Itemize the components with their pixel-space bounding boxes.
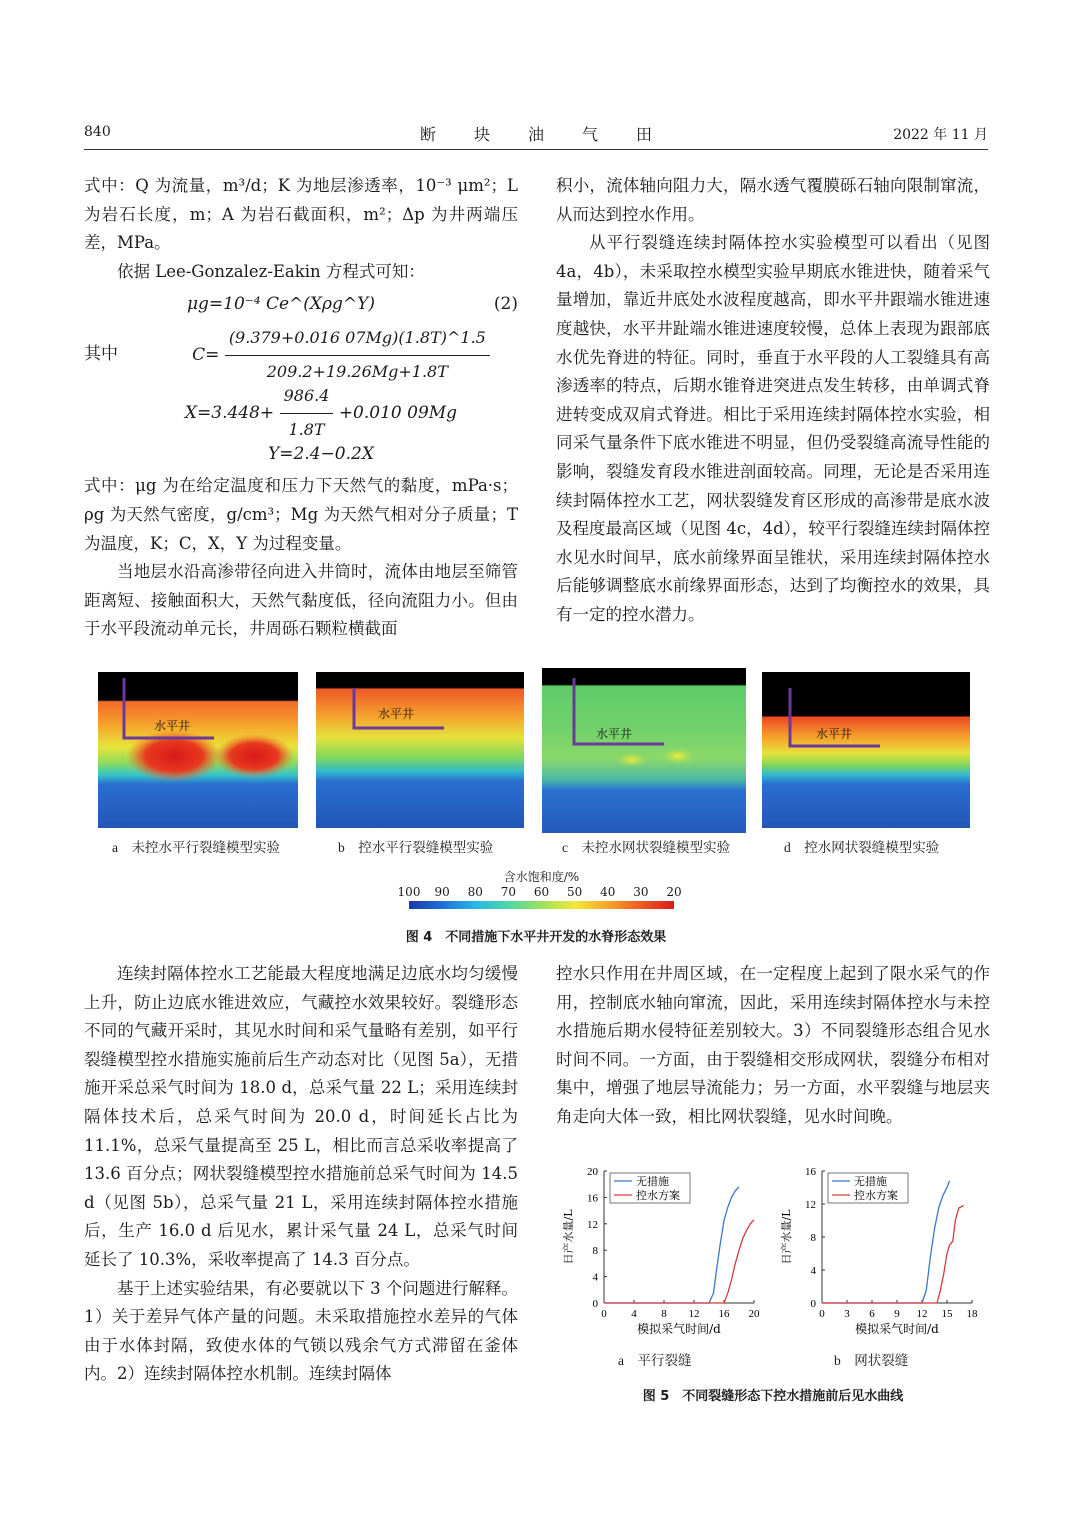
x-tick-label: 12	[688, 1308, 700, 1320]
equation-x-rhs: +0.010 09Mg	[338, 403, 458, 424]
y-tick-label: 20	[587, 1166, 598, 1178]
running-header	[84, 122, 988, 150]
y-tick-label: 12	[805, 1199, 816, 1211]
panel-d-image	[762, 672, 970, 828]
colorbar-tick: 40	[600, 885, 616, 899]
equation-c	[84, 324, 518, 382]
figure-4	[84, 668, 988, 948]
panel-a-caption: a 未控水平行裂缝模型实验	[112, 840, 280, 855]
y-tick-label: 16	[805, 1166, 816, 1178]
equation-x-numerator: 986.4	[280, 382, 334, 414]
x-tick-label: 0	[601, 1308, 607, 1320]
y-axis-title: 日产水量/L	[562, 1209, 575, 1265]
x-axis-title: 模拟采气时间/d	[637, 1322, 721, 1336]
colorbar-title: 含水饱和度/%	[503, 870, 580, 884]
paragraph-experiment-analysis: 从平行裂缝连续封隔体控水实验模型可以看出（见图 4a，4b），未采取控水模型实验早期底水锥进快，随着采气量增加，靠近井底处水波程度越高，即水平井跟端水锥进速度越快，水平井趾端水锥进速度较慢，总体上表现为跟部底水优先脊进的特征。同时，垂直于水平段的人工裂缝具有高渗透率的特点，后期水锥脊进突进点发生转移，由单调式脊进转变成双肩式脊进。相比于采用连续封隔体控水实验，相同采气量条件下底水锥进不明显，但仍受裂缝高流导性能的影响，裂缝发育段水锥进剖面较高。同理，无论是否采用连续封隔体控水工艺，网状裂缝发育区形成的高渗带是底水波及程度最高区域（见图 4c，4d），较平行裂缝连续封隔体控水见水时间早，底水前缘界面呈锥状，采用连续封隔体控水后能够调整底水前缘界面形态，达到了均衡控水的效果，具有一定的控水潜力。	[556, 233, 990, 624]
equation-y-body: Y=2.4−0.2X	[268, 444, 374, 465]
y-tick-label: 16	[587, 1192, 598, 1205]
colorbar-tick: 20	[666, 885, 682, 899]
equation-x-denominator: 1.8T	[288, 419, 325, 439]
series-line-no-measure	[604, 1187, 739, 1303]
paragraph-radial-flow: 当地层水沿高渗带径向进入井筒时，流体由地层至筛管距离短、接触面积大，天然气黏度低，径向流阻力小。但由于水平段流动单元长，井周砾石颗粒横截面	[84, 562, 518, 639]
colorbar-tick: 90	[434, 885, 450, 899]
issue-date: 2022 年 11 月	[893, 127, 988, 143]
x-tick-label: 12	[916, 1308, 928, 1320]
x-tick-label: 16	[718, 1308, 730, 1320]
page-number: 840	[84, 124, 111, 140]
series-line-water-control	[604, 1220, 754, 1303]
panel-c-caption: c 未控水网状裂缝模型实验	[562, 840, 730, 855]
equation-c-body	[164, 324, 518, 380]
right-column-bottom	[556, 960, 990, 1132]
x-tick-label: 18	[966, 1308, 978, 1320]
chart-parallel-fracture	[556, 1165, 768, 1345]
panel-b-well-label: 水平井	[378, 707, 415, 721]
left-column-bottom	[84, 960, 518, 1389]
colorbar-ticks	[397, 885, 682, 901]
x-tick-label: 4	[631, 1308, 637, 1320]
paragraph-results: 连续封隔体控水工艺能最大程度地满足边底水均匀缓慢上升，防止边底水锥进效应，气藏控水效果较好。裂缝形态不同的气藏开采时，其见水时间和采气量略有差别，如平行裂缝模型控水措施实施前后生产动态对比（见图 5a），无措施开采总采气时间为 18.0 d，总采气量 22 L；采用连续封隔体技术后，总采气时间为 20.0 d，时间延长占比为 11.1%，总采气量提高至 25 L，相比而言总采收率提高了 13.6 百分点；网状裂缝模型控水措施前总采气时间为 14.5 d（见图 5b），总采气量 21 L，采用连续封隔体控水措施后，生产 16.0 d 后见水，累计采气量 24 L，总采气时间延长了 10.3%，采收率提高了 14.3 百分点。	[84, 964, 518, 1269]
figure-5b-caption: b 网状裂缝	[834, 1353, 909, 1368]
paragraph-mechanism: 控水只作用在井周区域，在一定程度上起到了限水采气的作用，控制底水轴向窜流，因此，采用连续封隔体控水与未控水措施后期水侵特征差别较大。3）不同裂缝形态组合见水时间不同。一方面，由于裂缝相交形成网状，裂缝分布相对集中，增强了地层导流能力；另一方面，水平裂缝与地层夹角走向大体一致，相比网状裂缝，见水时间晚。	[556, 964, 990, 1126]
equation-c-fraction	[225, 324, 490, 386]
qizhong-label: 其中	[84, 344, 118, 365]
equation-2	[84, 286, 518, 324]
equation-x-fraction	[280, 382, 334, 444]
x-axis-title: 模拟采气时间/d	[855, 1322, 939, 1336]
panel-b-caption: b 控水平行裂缝模型实验	[338, 840, 494, 855]
paragraph-axial-flow: 积小，流体轴向阻力大，隔水透气覆膜砾石轴向限制窜流，从而达到控水作用。	[556, 176, 990, 224]
y-tick-label: 8	[810, 1232, 816, 1244]
figure-5	[556, 1165, 990, 1415]
y-tick-label: 12	[587, 1218, 598, 1231]
series-line-water-control	[822, 1206, 964, 1303]
colorbar	[397, 868, 682, 909]
panel-c-well-label: 水平井	[596, 727, 633, 741]
figure-5a-caption: a 平行裂缝	[618, 1353, 692, 1368]
variable-definitions-2: 式中：μg 为在给定温度和压力下天然气的黏度，mPa·s；ρg 为天然气密度，g/cm³；Mg 为天然气相对分子质量；T 为温度，K；C，X，Y 为过程变量。	[84, 476, 518, 553]
y-tick-label: 0	[810, 1298, 816, 1310]
colorbar-tick: 50	[566, 885, 583, 899]
x-tick-label: 15	[941, 1308, 953, 1320]
figure-5-caption: 图 5 不同裂缝形态下控水措施前后见水曲线	[642, 1389, 904, 1404]
x-tick-label: 3	[844, 1308, 850, 1320]
variable-definitions-1: 式中：Q 为流量，m³/d；K 为地层渗透率，10⁻³ μm²；L 为岩石长度，m；A 为岩石截面积，m²；Δp 为井两端压差，MPa。	[84, 176, 518, 253]
y-axis-title: 日产水量/L	[780, 1209, 793, 1265]
colorbar-tick: 30	[633, 885, 649, 899]
panel-d-well-label: 水平井	[816, 727, 853, 741]
equation-y	[84, 440, 518, 472]
colorbar-tick: 70	[500, 885, 517, 899]
equation-x	[84, 382, 518, 440]
figure-4-panels	[84, 668, 988, 833]
right-column-top	[556, 172, 990, 630]
panel-d-caption: d 控水网状裂缝模型实验	[784, 840, 940, 855]
legend-label: 无措施	[636, 1175, 669, 1188]
y-tick-label: 4	[592, 1271, 598, 1284]
colorbar-tick: 80	[467, 885, 483, 899]
x-tick-label: 6	[869, 1308, 875, 1320]
y-tick-label: 4	[810, 1265, 816, 1277]
colorbar-tick: 60	[533, 885, 550, 899]
x-tick-label: 8	[661, 1308, 667, 1320]
equation-intro: 依据 Lee-Gonzalez-Eakin 方程式可知：	[117, 261, 425, 281]
paragraph-explanation: 基于上述实验结果，有必要就以下 3 个问题进行解释。1）关于差异气体产量的问题。未采取措施控水差异的气体由于水体封隔，致使水体的气锁以残余气方式滞留在釜体内。2）连续封隔体控水机制。连续封隔体	[84, 1278, 518, 1384]
figure-4-caption: 图 4 不同措施下水平井开发的水脊形态效果	[405, 930, 667, 945]
panel-a-well-label: 水平井	[154, 719, 191, 733]
journal-name: 断块油气田	[419, 125, 690, 144]
y-tick-label: 0	[592, 1298, 598, 1310]
panel-b-image	[316, 672, 524, 828]
y-tick-label: 8	[592, 1245, 598, 1258]
equation-c-lhs: C=	[192, 345, 220, 366]
x-tick-label: 9	[894, 1308, 900, 1320]
x-tick-label: 20	[748, 1308, 760, 1320]
left-column-top	[84, 172, 518, 644]
panel-a-image	[98, 672, 298, 828]
legend-label: 控水方案	[636, 1189, 680, 1202]
equation-2-body: μg=10⁻⁴ Ce^(Xρg^Y)	[186, 294, 376, 315]
x-tick-label: 0	[819, 1308, 825, 1320]
equation-x-lhs: X=3.448+	[184, 403, 275, 424]
equation-x-body	[124, 382, 518, 438]
legend-label: 控水方案	[854, 1189, 898, 1202]
chart-network-fracture	[774, 1165, 986, 1345]
panel-c-image	[542, 668, 746, 833]
colorbar-tick: 100	[397, 885, 421, 899]
colorbar-gradient	[409, 901, 674, 909]
legend-label: 无措施	[854, 1175, 887, 1188]
equation-c-denominator: 209.2+19.26Mg+1.8T	[266, 361, 448, 381]
equation-c-numerator: (9.379+0.016 07Mg)(1.8T)^1.5	[225, 324, 490, 356]
equation-2-number: (2)	[493, 294, 518, 315]
